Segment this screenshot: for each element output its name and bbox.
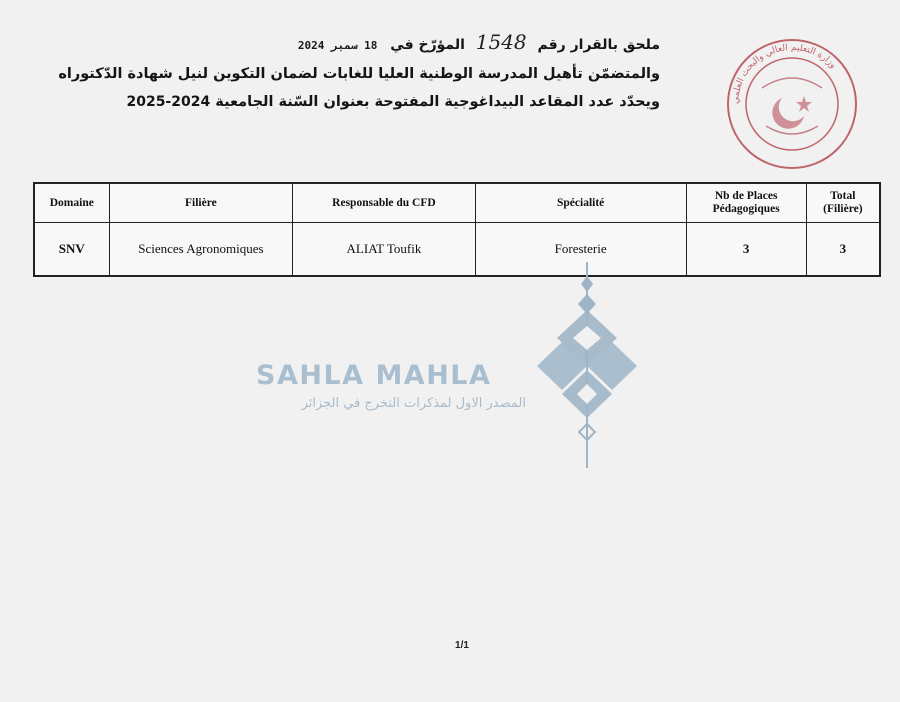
stamp-seal-icon	[722, 38, 862, 170]
official-stamp	[722, 38, 862, 170]
header-specialite: Spécialité	[475, 183, 686, 223]
header-line-3	[126, 88, 660, 116]
table-header-row	[34, 183, 880, 223]
document-header	[58, 28, 660, 116]
dated-label: المؤرّخ في	[390, 37, 465, 53]
header-filiere: Filière	[109, 183, 293, 223]
header-domaine: Domaine	[34, 183, 109, 223]
watermark-brand: SAHLA MAHLA	[256, 360, 492, 391]
page-number: 1/1	[455, 640, 469, 651]
header-nb-places-line1: Nb de Places	[714, 190, 778, 202]
header-total	[806, 183, 880, 223]
cell-specialite: Foresterie	[475, 223, 686, 277]
table-row	[34, 223, 880, 277]
places-table	[33, 182, 881, 277]
cell-total: 3	[806, 223, 880, 277]
header-total-line2: (Filière)	[823, 203, 863, 215]
cell-filiere: Sciences Agronomiques	[109, 223, 293, 277]
watermark-logo-icon	[532, 262, 642, 468]
header-line-3-text: ويحدّد عدد المقاعد البيداغوجية المفتوحة بعنوان السّنة الجامعية	[215, 94, 660, 110]
cell-domaine: SNV	[34, 223, 109, 277]
header-responsable: Responsable du CFD	[293, 183, 476, 223]
cell-responsable: ALIAT Toufik	[293, 223, 476, 277]
decision-number: 1548	[475, 30, 527, 54]
watermark-tagline: المصدر الاول لمذكرات التخرج في الجزائر	[301, 396, 526, 411]
decision-date: 18 سمبر 2024	[297, 39, 378, 52]
stamp-ring-text: وزارة التعليم العالي والبحث العلمي	[730, 42, 838, 105]
header-total-line1: Total	[830, 190, 856, 202]
academic-year: 2025-2024	[126, 94, 211, 110]
annex-label: ملحق بالقرار رقم	[537, 37, 660, 53]
header-nb-places-line2: Pédagogiques	[712, 203, 780, 215]
header-line-1	[150, 28, 660, 60]
header-nb-places	[686, 183, 806, 223]
header-line-2: والمتضمّن تأهيل المدرسة الوطنية العليا للغابات لضمان التكوين لنيل شهادة الدّكتوراه	[58, 66, 660, 82]
places-table-container	[33, 182, 881, 277]
cell-nb-places: 3	[686, 223, 806, 277]
